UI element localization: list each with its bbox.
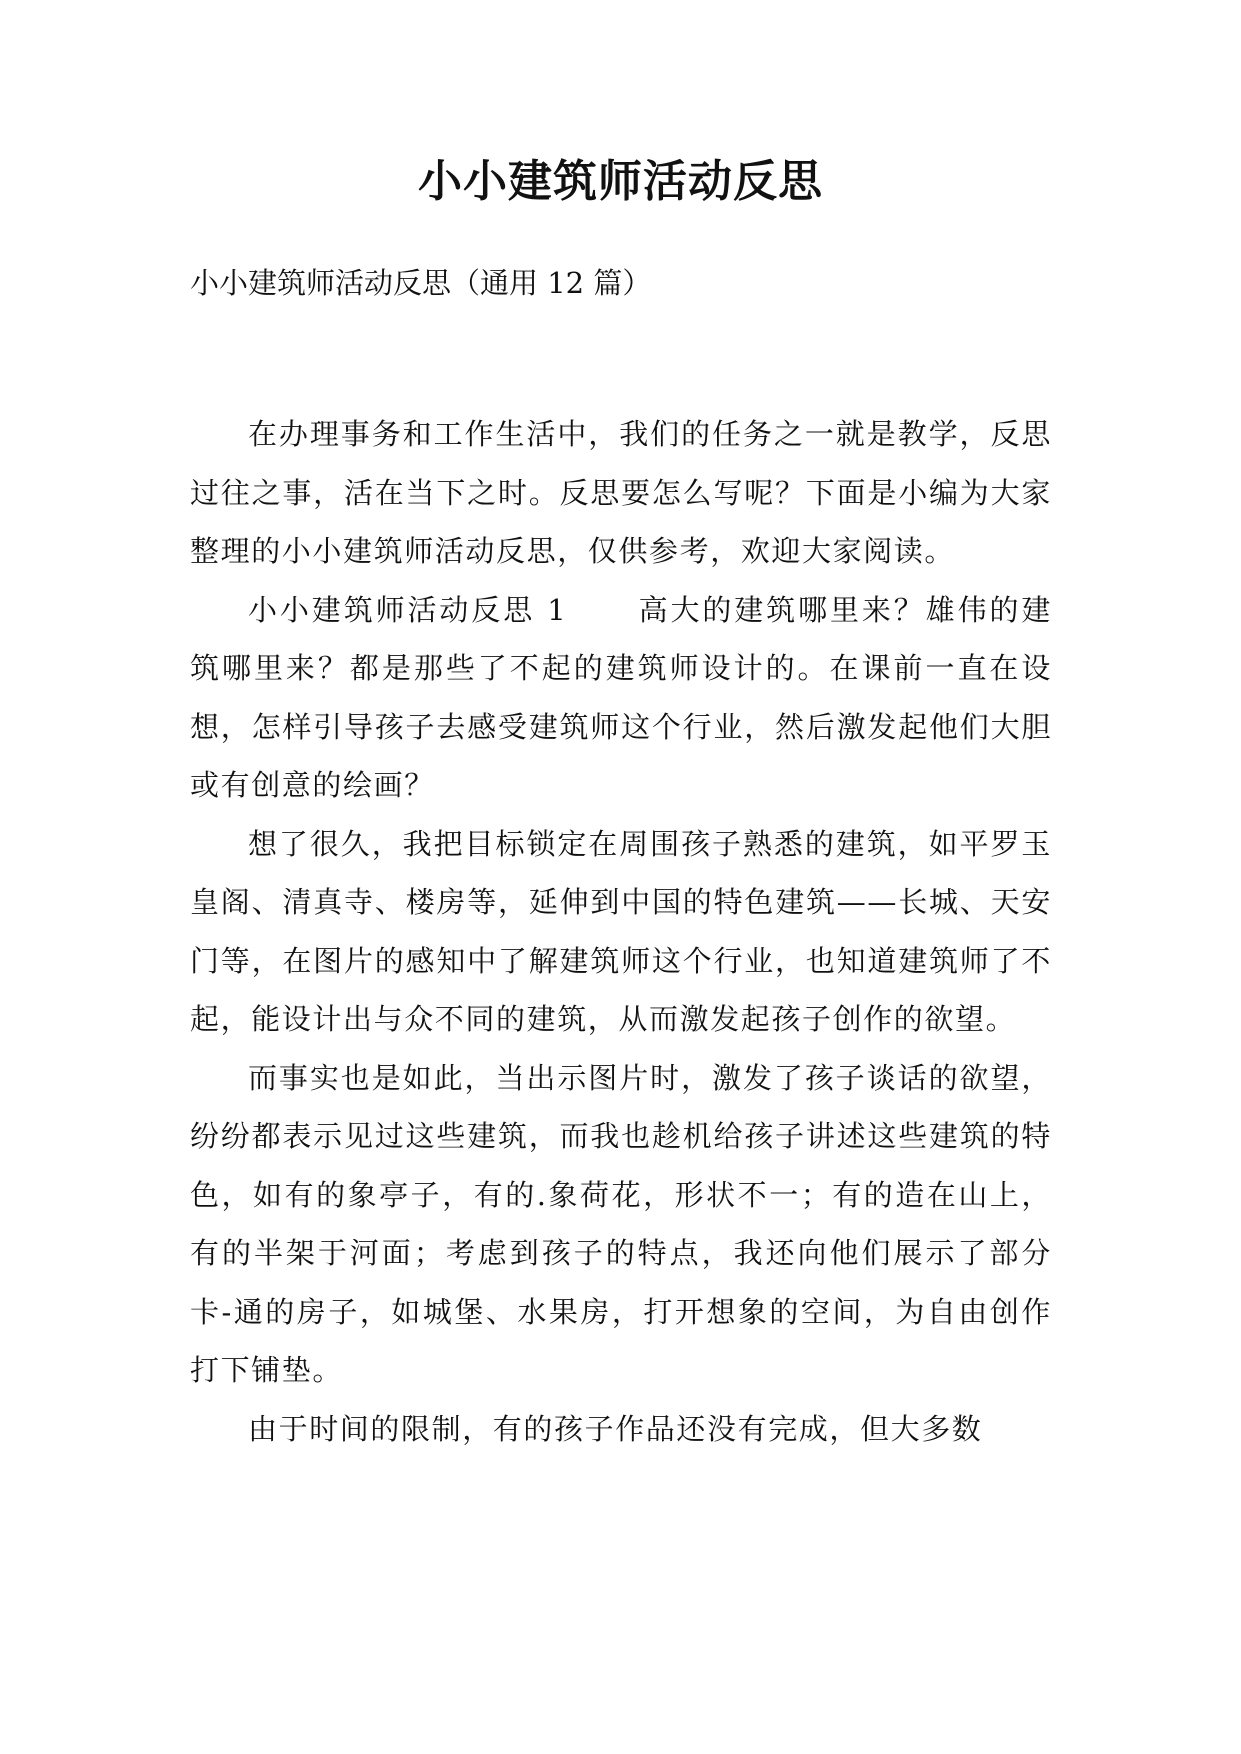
paragraph-section-1 — [190, 581, 1052, 815]
paragraph-intro: 在办理事务和工作生活中，我们的任务之一就是教学，反思过往之事，活在当下之时。反思要怎么写呢？下面是小编为大家整理的小小建筑师活动反思，仅供参考，欢迎大家阅读。 — [190, 417, 1052, 568]
section-1-text: 高大的建筑哪里来？雄伟的建筑哪里来？都是那些了不起的建筑师设计的。在课前一直在设想，怎样引导孩子去感受建筑师这个行业，然后激发起他们大胆或有创意的绘画？ — [190, 592, 1052, 802]
document-title: 小小建筑师活动反思 — [418, 156, 823, 207]
document-subtitle: 小小建筑师活动反思（通用 12 篇） — [190, 266, 652, 300]
document-body — [190, 405, 1052, 1458]
paragraph-4: 由于时间的限制，有的孩子作品还没有完成，但大多数 — [248, 1411, 983, 1446]
paragraph-3: 而事实也是如此，当出示图片时，激发了孩子谈话的欲望，纷纷都表示见过这些建筑，而我也趁机给孩子讲述这些建筑的特色，如有的象亭子，有的.象荷花，形状不一；有的造在山上，有的半架于河面；考虑到孩子的特点，我还向他们展示了部分卡-通的房子，如城堡、水果房，打开想象的空间，为自由创作打下铺垫。 — [190, 1060, 1052, 1387]
paragraph-2: 想了很久，我把目标锁定在周围孩子熟悉的建筑，如平罗玉皇阁、清真寺、楼房等，延伸到中国的特色建筑——长城、天安门等，在图片的感知中了解建筑师这个行业，也知道建筑师了不起，能设计出与众不同的建筑，从而激发起孩子创作的欲望。 — [190, 826, 1052, 1036]
section-1-heading: 小小建筑师活动反思 1 — [248, 592, 568, 627]
